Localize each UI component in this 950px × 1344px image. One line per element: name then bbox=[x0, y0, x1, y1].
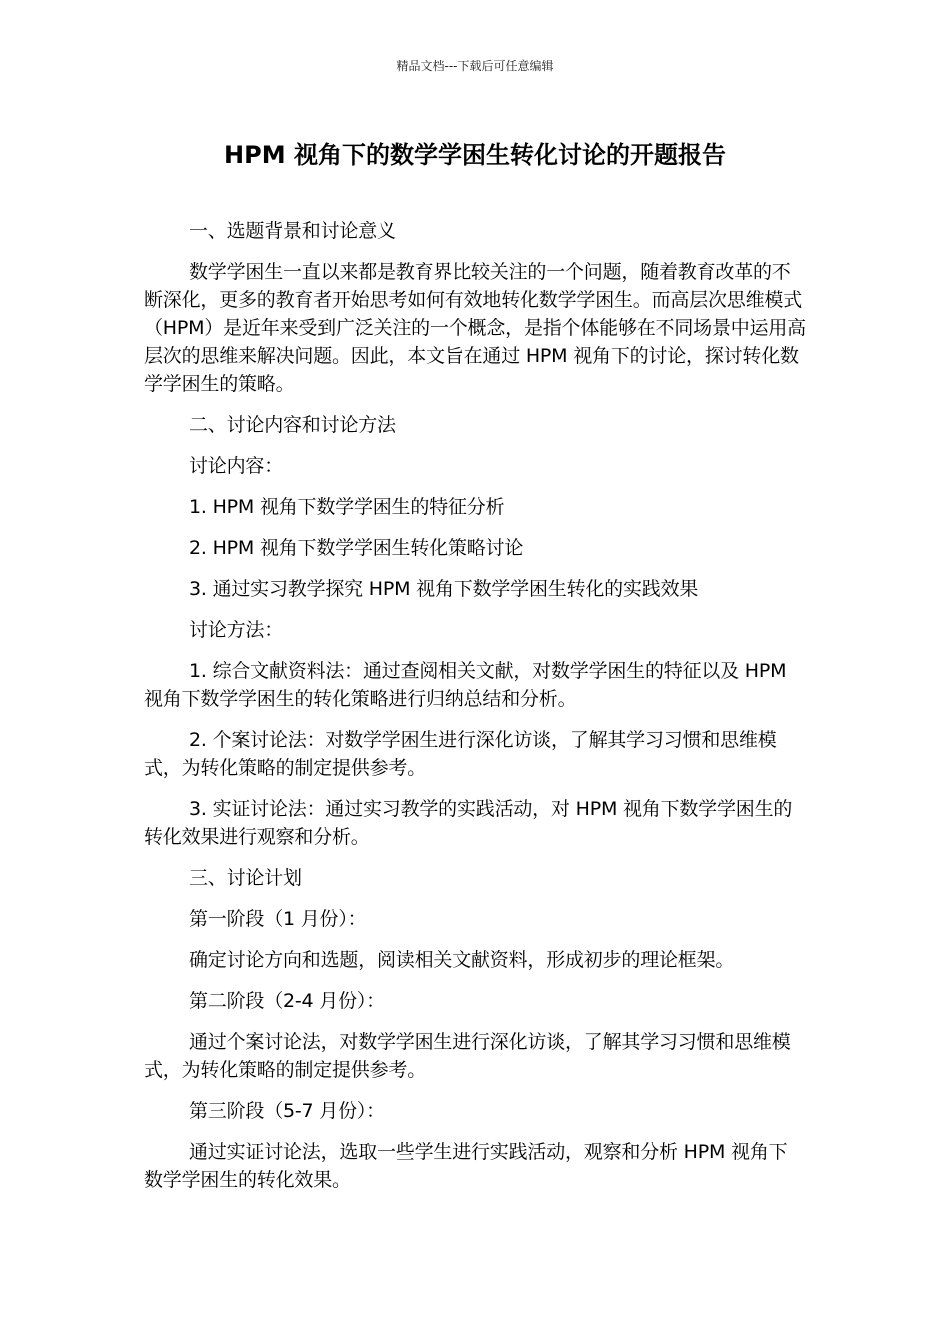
list-item-content-3: 3. 通过实习教学探究 HPM 视角下数学学困生转化的实践效果 bbox=[189, 578, 699, 600]
header-note: 精品文档---下载后可任意编辑 bbox=[396, 59, 554, 73]
section-heading-content-method: 二、讨论内容和讨论方法 bbox=[189, 414, 396, 436]
plan-stage-2-text: 通过个案讨论法，对数学学困生进行深化访谈，了解其学习习惯和思维模式，为转化策略的制定提供参考。 bbox=[144, 1031, 791, 1081]
document-title: HPM 视角下的数学学困生转化讨论的开题报告 bbox=[224, 141, 726, 169]
list-item-content-1: 1. HPM 视角下数学学困生的特征分析 bbox=[189, 496, 505, 518]
subheading-content: 讨论内容： bbox=[189, 455, 284, 477]
section-heading-background: 一、选题背景和讨论意义 bbox=[189, 220, 396, 242]
plan-stage-1-label: 第一阶段（1 月份）： bbox=[189, 908, 367, 930]
plan-stage-3-text: 通过实证讨论法，选取一些学生进行实践活动，观察和分析 HPM 视角下数学学困生的转化效果。 bbox=[144, 1141, 788, 1191]
list-item-method-3: 3. 实证讨论法：通过实习教学的实践活动，对 HPM 视角下数学学困生的转化效果进行观察和分析。 bbox=[144, 798, 793, 848]
section-heading-plan: 三、讨论计划 bbox=[189, 867, 302, 889]
subheading-method: 讨论方法： bbox=[189, 619, 284, 641]
list-item-content-2: 2. HPM 视角下数学学困生转化策略讨论 bbox=[189, 537, 524, 559]
list-item-method-1: 1. 综合文献资料法：通过查阅相关文献，对数学学困生的特征以及 HPM 视角下数学学困生的转化策略进行归纳总结和分析。 bbox=[144, 660, 787, 710]
document-body bbox=[144, 217, 806, 1207]
list-item-method-2: 2. 个案讨论法：对数学学困生进行深化访谈，了解其学习习惯和思维模式，为转化策略的制定提供参考。 bbox=[144, 729, 777, 779]
paragraph-background: 数学学困生一直以来都是教育界比较关注的一个问题，随着教育改革的不断深化，更多的教育者开始思考如何有效地转化数学学困生。而高层次思维模式（HPM）是近年来受到广泛关注的一个概念，是指个体能够在不同场景中运用高层次的思维来解决问题。因此，本文旨在通过 HPM 视角下的讨论，探讨转化数学学困生的策略。 bbox=[144, 261, 806, 395]
plan-stage-2-label: 第二阶段（2-4 月份）： bbox=[189, 990, 385, 1012]
plan-stage-1-text: 确定讨论方向和选题，阅读相关文献资料，形成初步的理论框架。 bbox=[189, 949, 735, 971]
plan-stage-3-label: 第三阶段（5-7 月份）： bbox=[189, 1100, 385, 1122]
